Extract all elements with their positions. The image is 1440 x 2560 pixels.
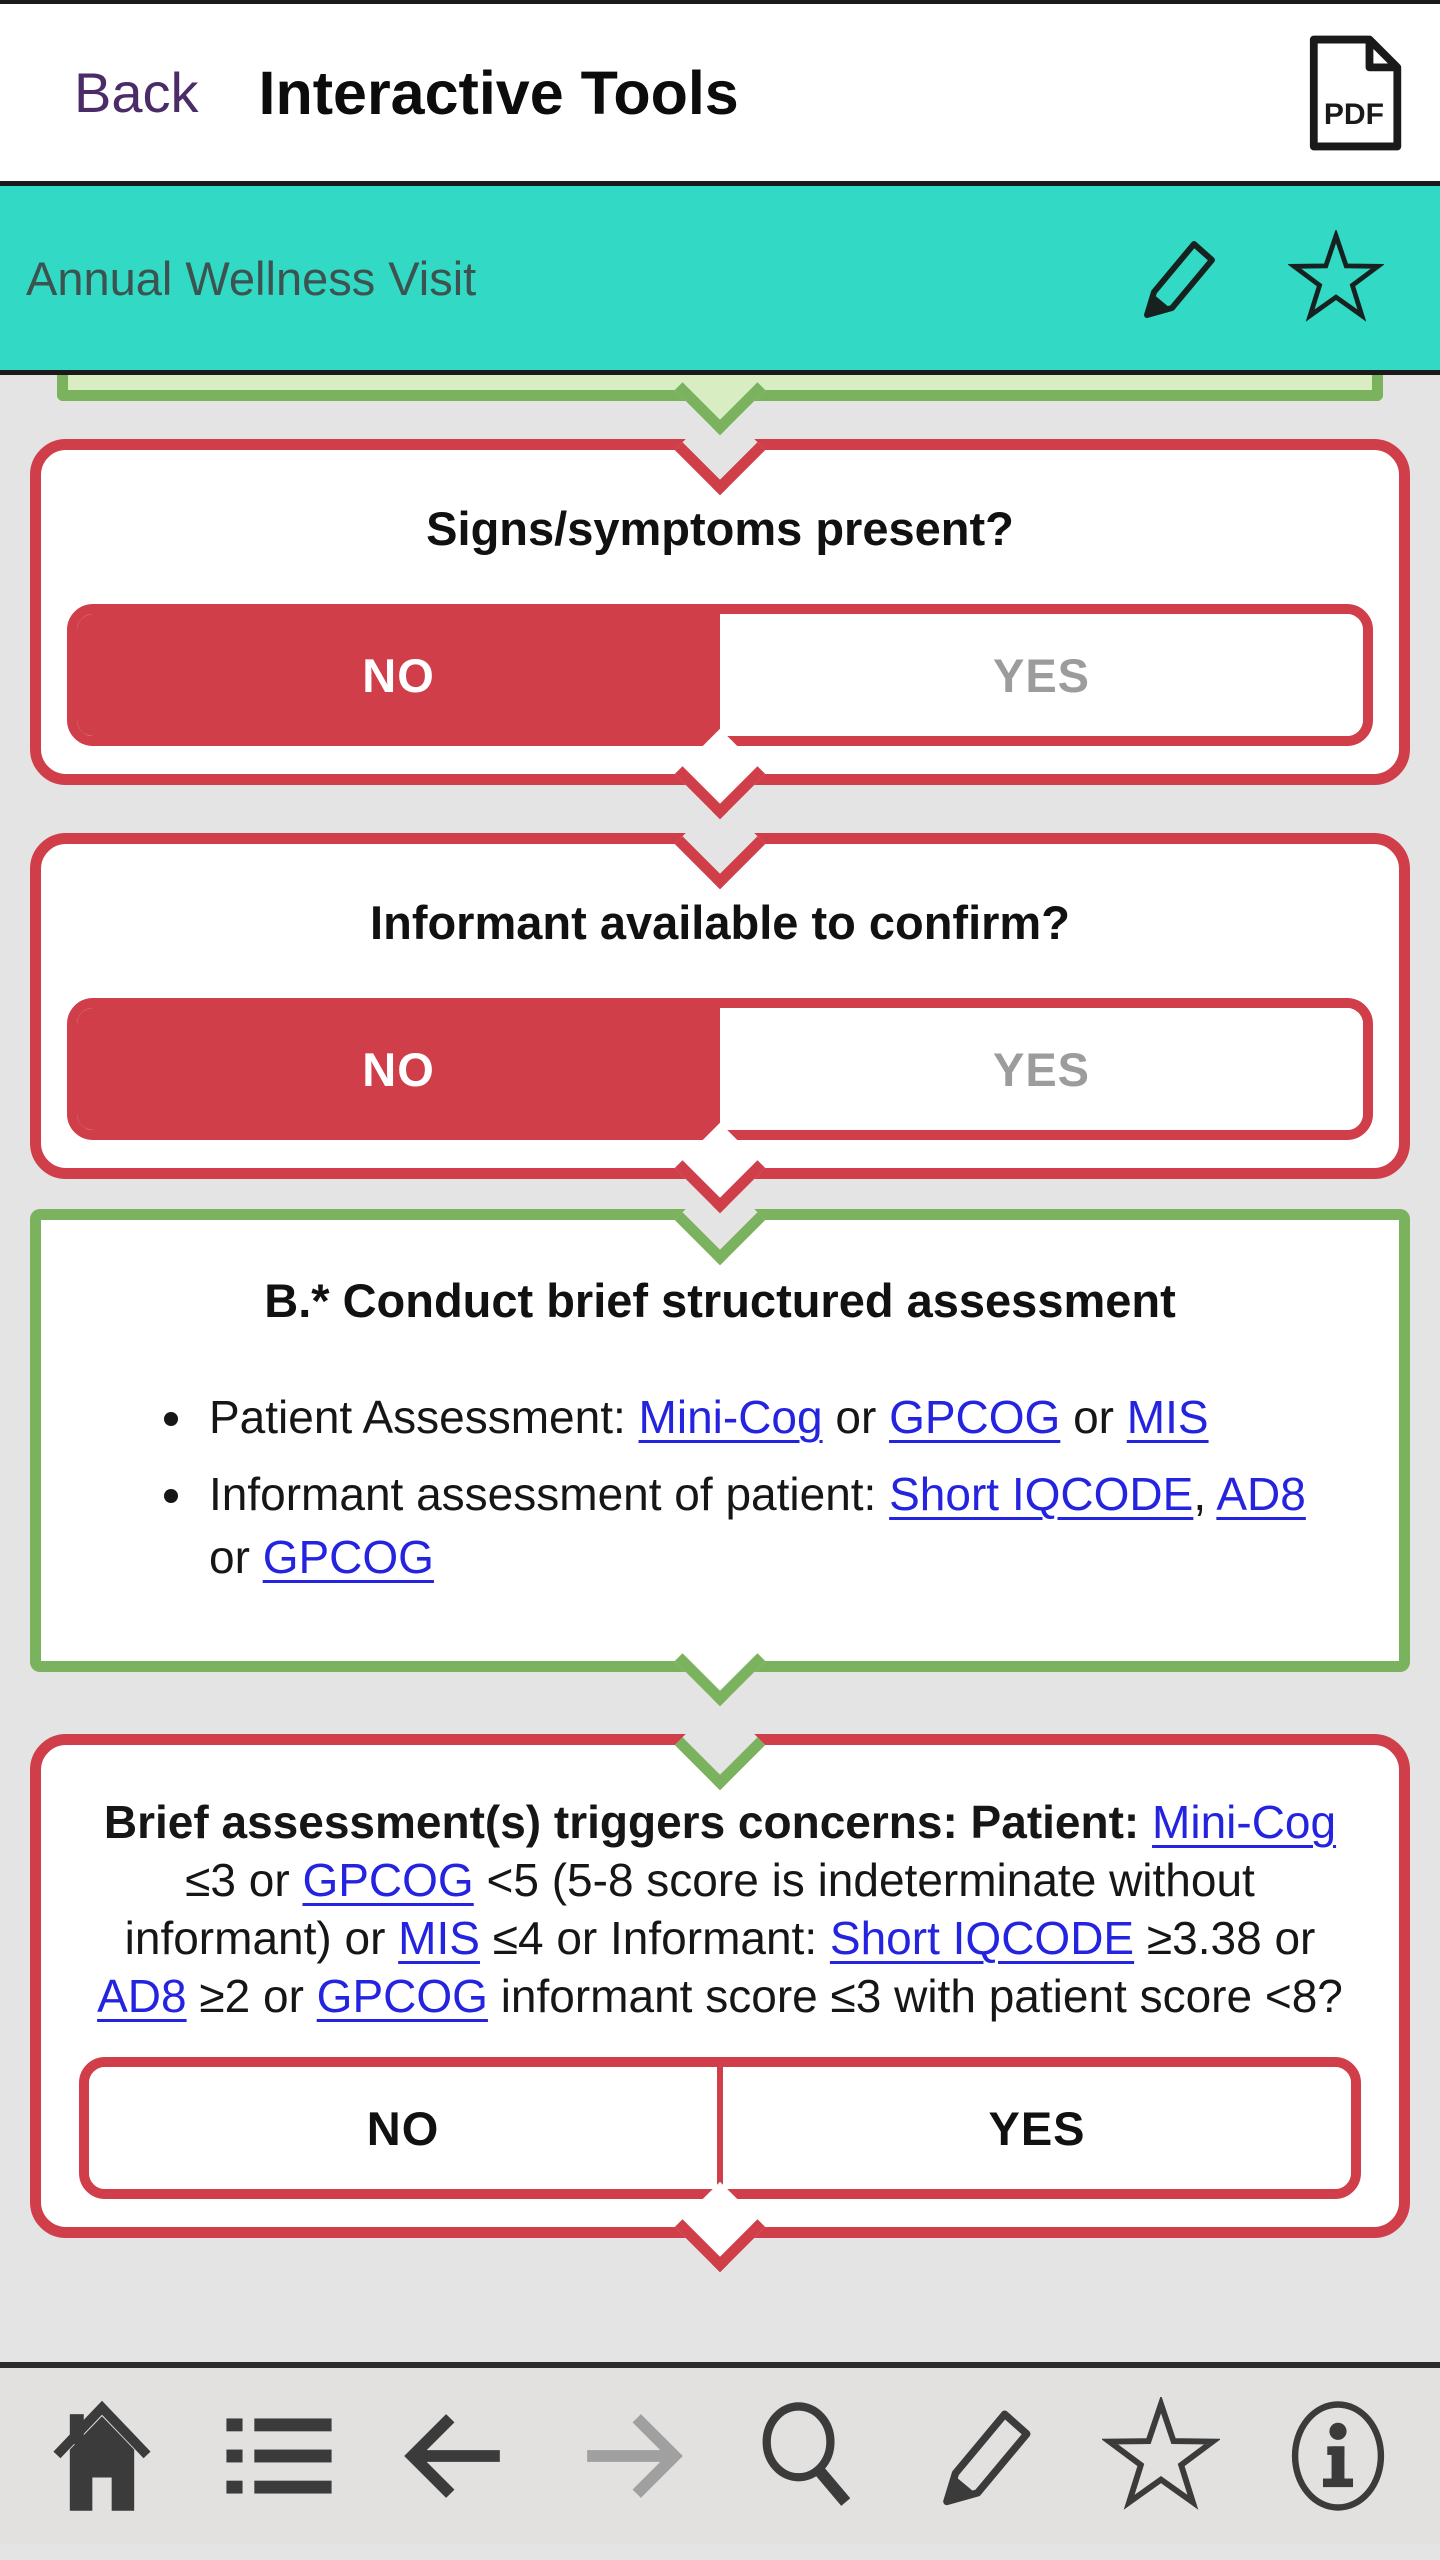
arrow-left-icon: [396, 2397, 514, 2515]
info-icon: [1279, 2397, 1397, 2515]
yes-button[interactable]: YES: [717, 2067, 1351, 2189]
svg-text:PDF: PDF: [1323, 97, 1384, 131]
inline-link[interactable]: AD8: [97, 1970, 187, 2022]
text-segment: informant score ≤3 with patient score <8?: [487, 1970, 1343, 2022]
text-segment: or: [1060, 1391, 1127, 1443]
no-button[interactable]: NO: [89, 2067, 717, 2189]
flow-arrow: [675, 1616, 766, 1707]
list-icon: [220, 2397, 338, 2515]
info-button[interactable]: [1279, 2397, 1397, 2515]
question-card-assessment-triggers: [30, 1734, 1410, 2238]
question-card-informant-available: [30, 833, 1410, 1179]
app-header: [0, 4, 1440, 186]
answer-toggle: [79, 2057, 1361, 2199]
text-segment: or: [209, 1531, 263, 1583]
search-button[interactable]: [749, 2397, 867, 2515]
text-segment: ≤4 or Informant:: [479, 1912, 830, 1964]
previous-step-card-partial: [57, 375, 1383, 401]
flow-notch: [675, 1700, 766, 1791]
contents-button[interactable]: [220, 2397, 338, 2515]
bottom-toolbar: [0, 2368, 1440, 2544]
info-card-title: B.* Conduct brief structured assessment: [264, 1274, 1176, 1327]
no-button[interactable]: NO: [77, 1008, 720, 1130]
text-segment: Informant assessment of patient:: [209, 1468, 890, 1520]
inline-link[interactable]: Short IQCODE: [889, 1468, 1194, 1520]
inline-link[interactable]: GPCOG: [889, 1391, 1061, 1443]
text-segment: Brief assessment(s) triggers concerns: Patient:: [103, 1796, 1153, 1848]
inline-link[interactable]: Mini-Cog: [1152, 1796, 1337, 1848]
text-segment: or: [822, 1391, 890, 1443]
back-button[interactable]: Back: [74, 61, 199, 124]
question-card-signs-symptoms: [30, 439, 1410, 785]
flowchart-scroll-area[interactable]: [0, 375, 1440, 2362]
inline-link[interactable]: GPCOG: [302, 1854, 474, 1906]
search-icon: [749, 2397, 867, 2515]
text-segment: ≤3 or: [185, 1854, 303, 1906]
edit-tool-button[interactable]: [1130, 230, 1226, 326]
answer-toggle: [67, 604, 1373, 746]
tool-title: Annual Wellness Visit: [26, 251, 477, 305]
home-button[interactable]: [43, 2397, 161, 2515]
edit-button[interactable]: [926, 2397, 1044, 2515]
home-icon: [43, 2397, 161, 2515]
text-segment: Patient Assessment:: [209, 1391, 639, 1443]
arrow-right-icon: [573, 2397, 691, 2515]
question-title: Informant available to confirm?: [370, 896, 1070, 949]
text-segment: <5 (5-8 score is indeterminate without informant) or: [124, 1854, 1255, 1964]
list-item: [199, 1463, 1341, 1589]
inline-link[interactable]: Short IQCODE: [829, 1912, 1135, 1964]
yes-button[interactable]: YES: [720, 614, 1363, 736]
favorite-tool-button[interactable]: [1288, 230, 1384, 326]
inline-link[interactable]: GPCOG: [316, 1970, 488, 2022]
answer-toggle: [67, 998, 1373, 1140]
yes-button[interactable]: YES: [720, 1008, 1363, 1130]
no-button[interactable]: NO: [77, 614, 720, 736]
flow-arrow: [675, 375, 766, 435]
inline-link[interactable]: AD8: [1216, 1468, 1306, 1520]
forward-nav-button[interactable]: [573, 2397, 691, 2515]
pdf-icon: [1306, 35, 1404, 151]
question-title: Signs/symptoms present?: [426, 502, 1014, 555]
inline-link[interactable]: MIS: [398, 1912, 480, 1964]
text-segment: ≥3.38 or: [1134, 1912, 1316, 1964]
back-nav-button[interactable]: [396, 2397, 514, 2515]
text-segment: ,: [1193, 1468, 1217, 1520]
text-segment: ≥2 or: [186, 1970, 317, 2022]
pdf-button[interactable]: [1306, 35, 1404, 151]
inline-link[interactable]: Mini-Cog: [638, 1391, 823, 1443]
favorite-button[interactable]: [1102, 2397, 1220, 2515]
inline-link[interactable]: GPCOG: [262, 1531, 434, 1583]
pencil-icon: [1130, 230, 1226, 326]
tool-banner: [0, 186, 1440, 375]
list-item: [199, 1386, 1341, 1449]
page-title: Interactive Tools: [258, 58, 739, 127]
star-icon: [1288, 230, 1384, 326]
inline-link[interactable]: MIS: [1126, 1391, 1209, 1443]
pencil-icon: [926, 2397, 1044, 2515]
question-title: [79, 1793, 1361, 2025]
info-card-structured-assessment: [30, 1209, 1410, 1672]
star-icon: [1102, 2397, 1220, 2515]
assessment-options-list: [99, 1386, 1341, 1589]
